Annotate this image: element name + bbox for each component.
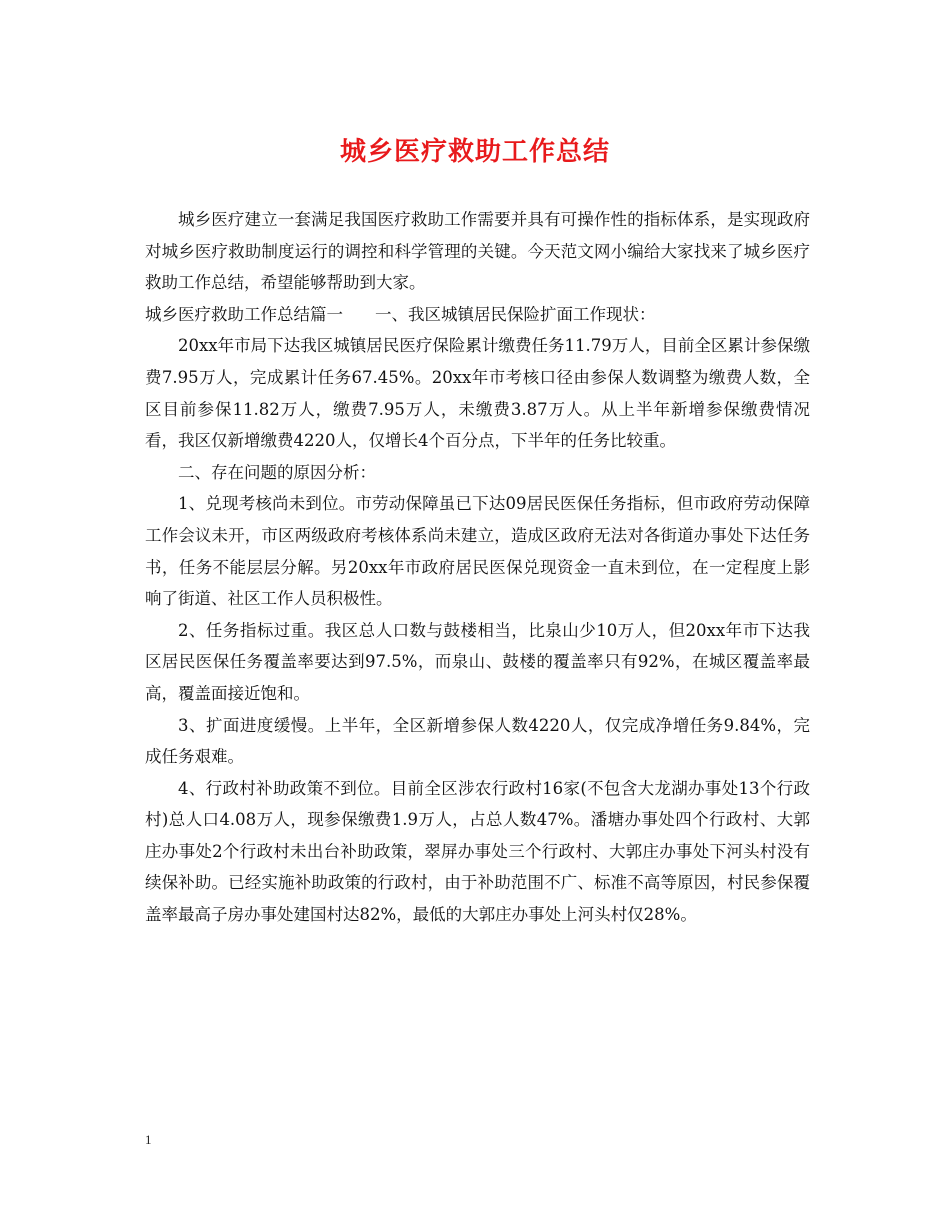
intro-paragraph: 城乡医疗建立一套满足我国医疗救助工作需要并具有可操作性的指标体系，是实现政府对城乡医疗救助制度运行的调控和科学管理的关键。今天范文网小编给大家找来了城乡医疗救助工作总结，希望能够帮助到大家。	[145, 210, 810, 293]
document-body	[145, 204, 810, 931]
analysis-item-3: 3、扩面进度缓慢。上半年，全区新增参保人数4220人，仅完成净增任务9.84%，完成任务艰难。	[145, 715, 810, 767]
analysis-item-2: 2、任务指标过重。我区总人口数与鼓楼相当，比泉山少10万人，但20xx年市下达我区居民医保任务覆盖率要达到97.5%，而泉山、鼓楼的覆盖率只有92%，在城区覆盖率最高，覆盖面接近饱和。	[145, 620, 810, 703]
section-title-right: 一、我区城镇居民保险扩面工作现状：	[375, 304, 656, 324]
analysis-heading: 二、存在问题的原因分析：	[178, 462, 376, 482]
status-paragraph: 20xx年市局下达我区城镇居民医疗保险累计缴费任务11.79万人，目前全区累计参保缴费7.95万人，完成累计任务67.45%。20xx年市考核口径由参保人数调整为缴费人数，全区目前参保11.82万人，缴费7.95万人，未缴费3.87万人。从上半年新增参保缴费情况看，我区仅新增缴费4220人，仅增长4个百分点，下半年的任务比较重。	[145, 336, 810, 451]
section-heading-line	[145, 299, 810, 331]
document-title: 城乡医疗救助工作总结	[339, 137, 610, 167]
analysis-item-4: 4、行政村补助政策不到位。目前全区涉农行政村16家(不包含大龙湖办事处13个行政村)总人口4.08万人，现参保缴费1.9万人，占总人数47%。潘塘办事处四个行政村、大郭庄办事处2个行政村未出台补助政策，翠屏办事处三个行政村、大郭庄办事处下河头村没有续保补助。已经实施补助政策的行政村，由于补助范围不广、标准不高等原因，村民参保覆盖率最高子房办事处建国村达82%，最低的大郭庄办事处上河头村仅28%。	[145, 778, 810, 925]
analysis-item-1: 1、兑现考核尚未到位。市劳动保障虽已下达09居民医保任务指标，但市政府劳动保障工作会议未开，市区两级政府考核体系尚未建立，造成区政府无法对各街道办事处下达任务书，任务不能层层分解。另20xx年市政府居民医保兑现资金一直未到位，在一定程度上影响了街道、社区工作人员积极性。	[145, 494, 810, 609]
section-title-left: 城乡医疗救助工作总结篇一	[145, 304, 343, 324]
page-number: 1	[145, 1132, 152, 1147]
